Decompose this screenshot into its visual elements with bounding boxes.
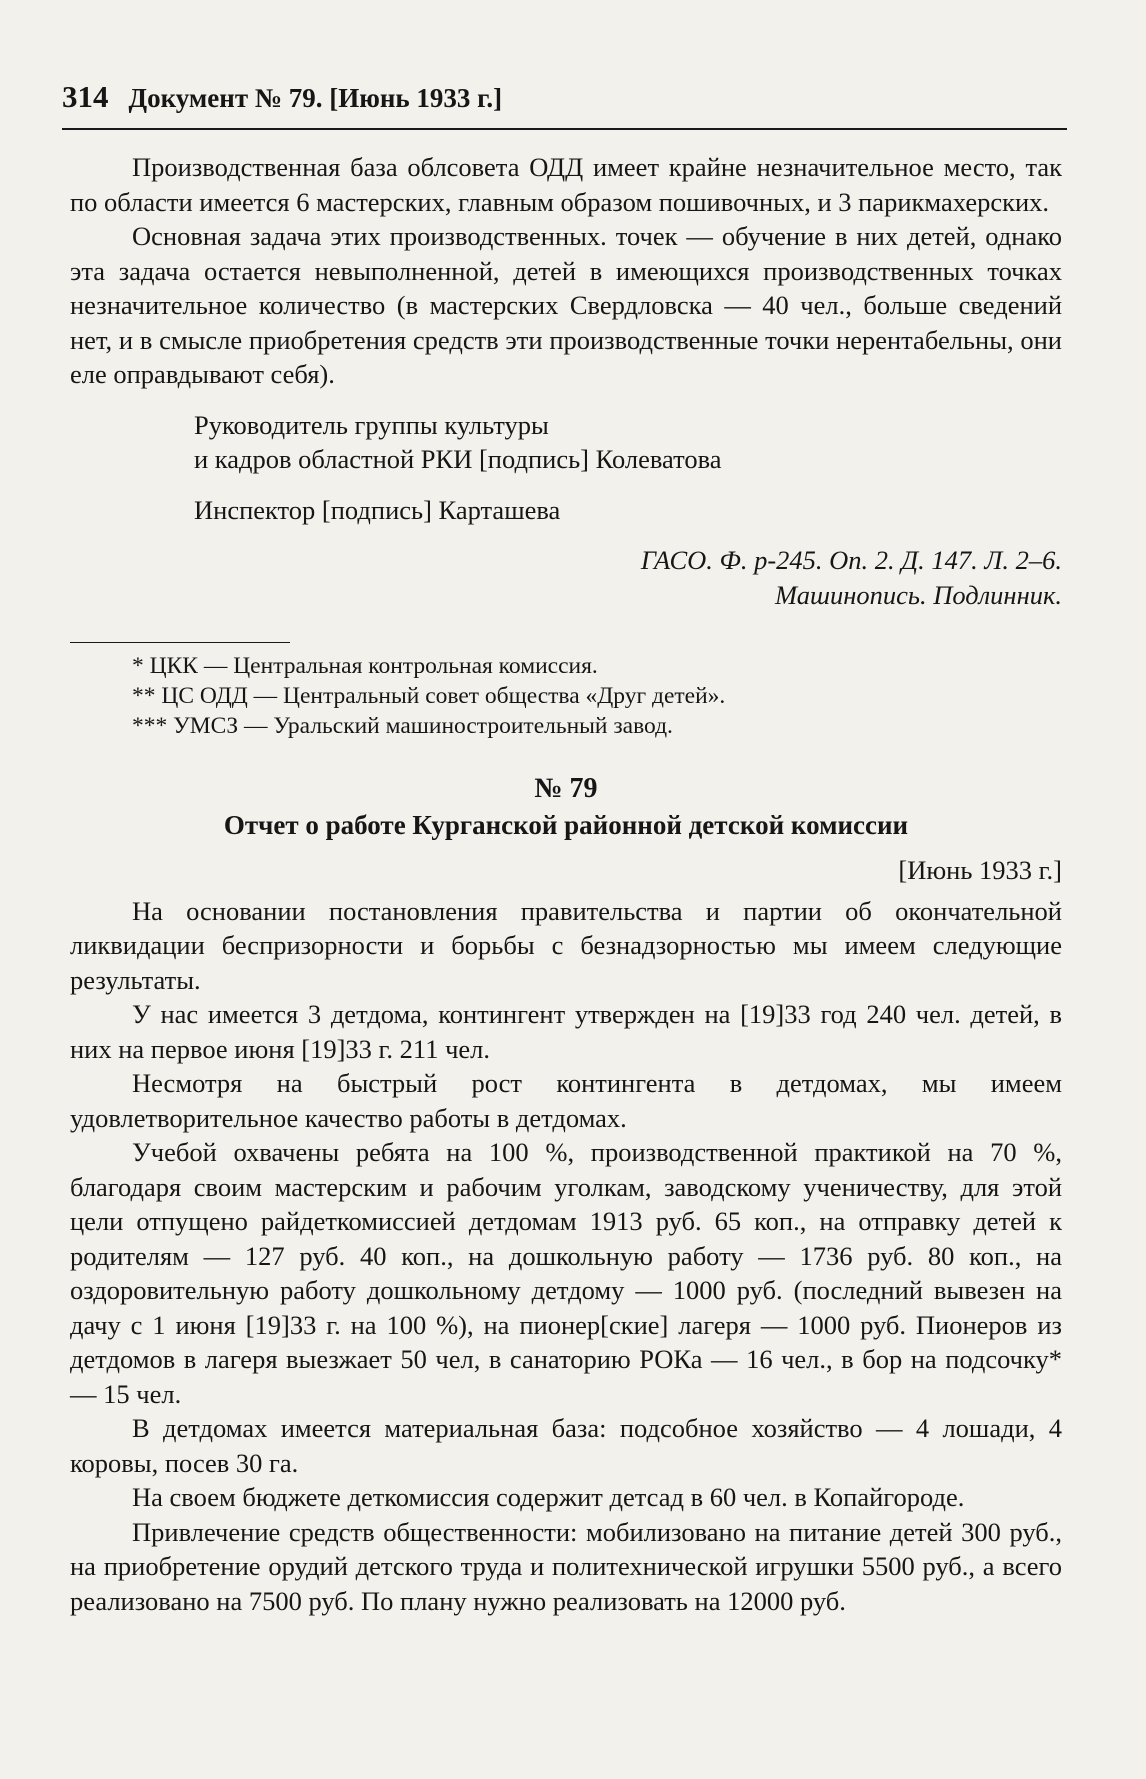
body-paragraph: Несмотря на быстрый рост контингента в детдомах, мы имеем удовлетворительное качество работы в детдомах. <box>70 1068 1062 1133</box>
header-title: Документ № 79. [Июнь 1933 г.] <box>128 83 503 113</box>
archive-reference: ГАСО. Ф. р-245. Оп. 2. Д. 147. Л. 2–6. <box>640 545 1062 575</box>
running-header <box>62 80 1067 115</box>
page-number: 314 <box>62 79 109 114</box>
body-paragraph: Учебой охвачены ребята на 100 %, производственной практикой на 70 %, благодаря своим мастерским и рабочим уголкам, заводскому ученичеству, для этой цели отпущено райдеткомиссией детдомам 1913 руб. 65 коп., на отправку детей к родителям — 127 руб. 40 коп., на дошкольную работу — 1736 руб. 80 коп., на оздоровительную работу дошкольному детдому — 1000 руб. (последний вывезен на дачу с 1 июня [19]33 г. на 100 %), на пионер[ские] лагеря — 1000 руб. Пионеров из детдомов в лагеря выезжает 50 чел, в санаторию РОКа — 16 чел., в бор на подсочку* — 15 чел. <box>70 1137 1062 1409</box>
intro-paragraph: Производственная база облсовета ОДД имеет крайне незначительное место, так по области имеется 6 мастерских, главным образом пошивочных, и 3 парикмахерских. <box>70 152 1062 217</box>
signature-head <box>70 408 1062 477</box>
footnote: *** УМСЗ — Уральский машиностроительный завод. <box>132 713 673 739</box>
signature-inspector <box>70 493 1062 528</box>
intro-paragraph: Основная задача этих производственных. точек — обучение в них детей, однако эта задача остается невыполненной, детей в имеющихся производственных точках незначительное количество (в мастерских Свердловска — 40 чел., больше сведений нет, и в смысле приобретения средств эти производственные точки нерентабельны, они еле оправдывают себя). <box>70 221 1062 389</box>
body-paragraph: В детдомах имеется материальная база: подсобное хозяйство — 4 лошади, 4 коровы, посев 30 га. <box>70 1413 1062 1478</box>
footnote: ** ЦС ОДД — Центральный совет общества «Друг детей». <box>132 683 726 709</box>
footnote-rule <box>70 642 290 643</box>
document-number: № 79 <box>534 773 598 804</box>
signature-line: Руководитель группы культуры <box>194 409 549 440</box>
header-rule <box>62 128 1067 130</box>
document-title: Отчет о работе Курганской районной детской комиссии <box>223 810 909 840</box>
document-date: [Июнь 1933 г.] <box>898 855 1062 885</box>
signature-line: и кадров областной РКИ [подпись] Колеватова <box>194 444 722 474</box>
page-content <box>70 150 1062 1618</box>
footnote: * ЦКК — Центральная контрольная комиссия. <box>132 653 598 679</box>
body-paragraph: Привлечение средств общественности: мобилизовано на питание детей 300 руб., на приобретение орудий детского труда и политехнической игрушки 5500 руб., а всего реализовано на 7500 руб. По плану нужно реализовать на 12000 руб. <box>70 1516 1062 1616</box>
body-paragraph: На своем бюджете деткомиссия содержит детсад в 60 чел. в Копайгороде. <box>132 1482 965 1512</box>
signature-line: Инспектор [подпись] Карташева <box>194 494 561 525</box>
document-type: Машинопись. Подлинник. <box>775 579 1062 610</box>
body-paragraph: У нас имеется 3 детдома, контингент утвержден на [19]33 год 240 чел. детей, в них на первое июня [19]33 г. 211 чел. <box>70 999 1062 1064</box>
body-paragraph: На основании постановления правительства и партии об окончательной ликвидации беспризорности и борьбы с безнадзорностью мы имеем следующие результаты. <box>70 895 1062 995</box>
footnotes <box>70 651 1062 741</box>
archive-source <box>70 543 1062 612</box>
